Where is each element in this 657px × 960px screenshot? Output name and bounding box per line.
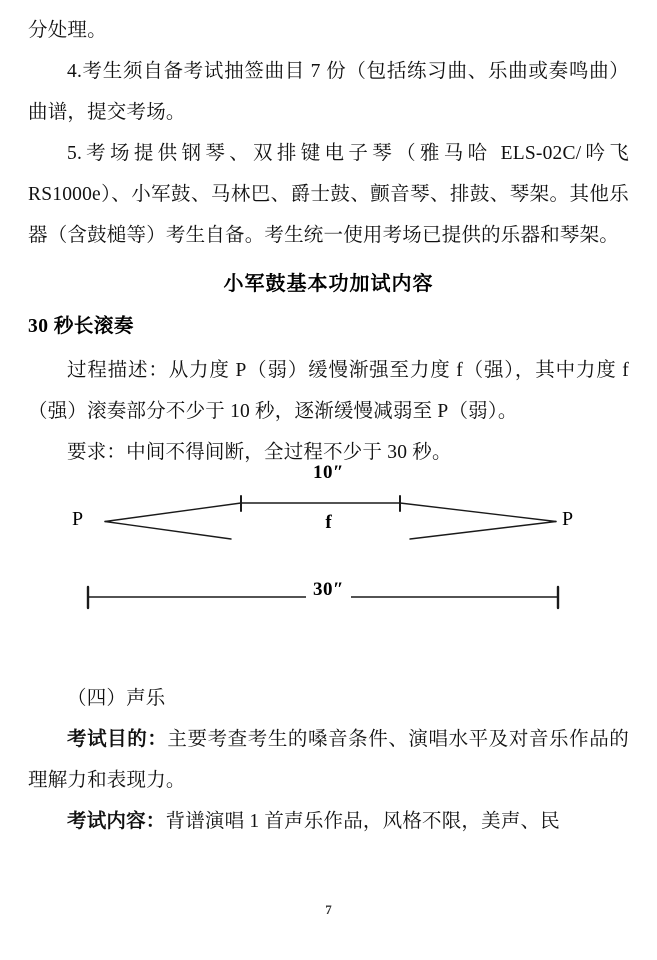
total-duration-label-text: 30″ xyxy=(306,579,351,600)
paragraph-requirement: 要求：中间不得间断，全过程不少于 30 秒。 xyxy=(67,442,452,463)
section-heading-snare-drum: 小军鼓基本功加试内容 xyxy=(223,273,434,295)
end-dynamic-label: P xyxy=(562,508,574,530)
page-number: 7 xyxy=(325,902,332,917)
paragraph-item-5: 5.考场提供钢琴、双排键电子琴（雅马哈 ELS-02C/吟飞 RS1000e）、小军鼓、马林巴、爵士鼓、颤音琴、排鼓、琴架。其他乐器（含鼓槌等）考生自备。考生统一使用考场已提供的乐器和琴架。 xyxy=(28,143,629,246)
paragraph-exam-content xyxy=(28,801,629,842)
start-dynamic-label: P xyxy=(72,508,84,530)
paragraph-item-4: 4.考生须自备考试抽签曲目 7 份（包括练习曲、乐曲或奏鸣曲）曲谱，提交考场。 xyxy=(28,61,629,123)
exam-content-text: 背谱演唱 1 首声乐作品，风格不限，美声、民 xyxy=(165,811,560,832)
total-duration-label xyxy=(0,579,657,601)
paragraph-process-description: 过程描述：从力度 P（弱）缓慢渐强至力度 f（强），其中力度 f（强）滚奏部分不少于 10 秒，逐渐缓慢减弱至 P（弱）。 xyxy=(28,360,629,422)
paragraph-exam-purpose xyxy=(28,719,629,801)
exam-purpose-label: 考试目的： xyxy=(67,729,168,750)
paragraph-continued: 分处理。 xyxy=(28,20,107,41)
dynamics-envelope-diagram xyxy=(0,462,657,632)
exam-content-label: 考试内容： xyxy=(67,811,166,832)
dynamics-envelope-svg xyxy=(0,462,657,632)
heading-vocal-section: （四）声乐 xyxy=(67,688,166,709)
sustain-duration-label: 10″ xyxy=(313,462,344,483)
subsection-heading-30-second-roll: 30 秒长滚奏 xyxy=(28,316,134,337)
exam-purpose-text: 主要考查考生的嗓音条件、演唱水平及对音乐作品的理解力和表现力。 xyxy=(28,729,629,791)
peak-dynamic-label: f xyxy=(325,512,332,533)
